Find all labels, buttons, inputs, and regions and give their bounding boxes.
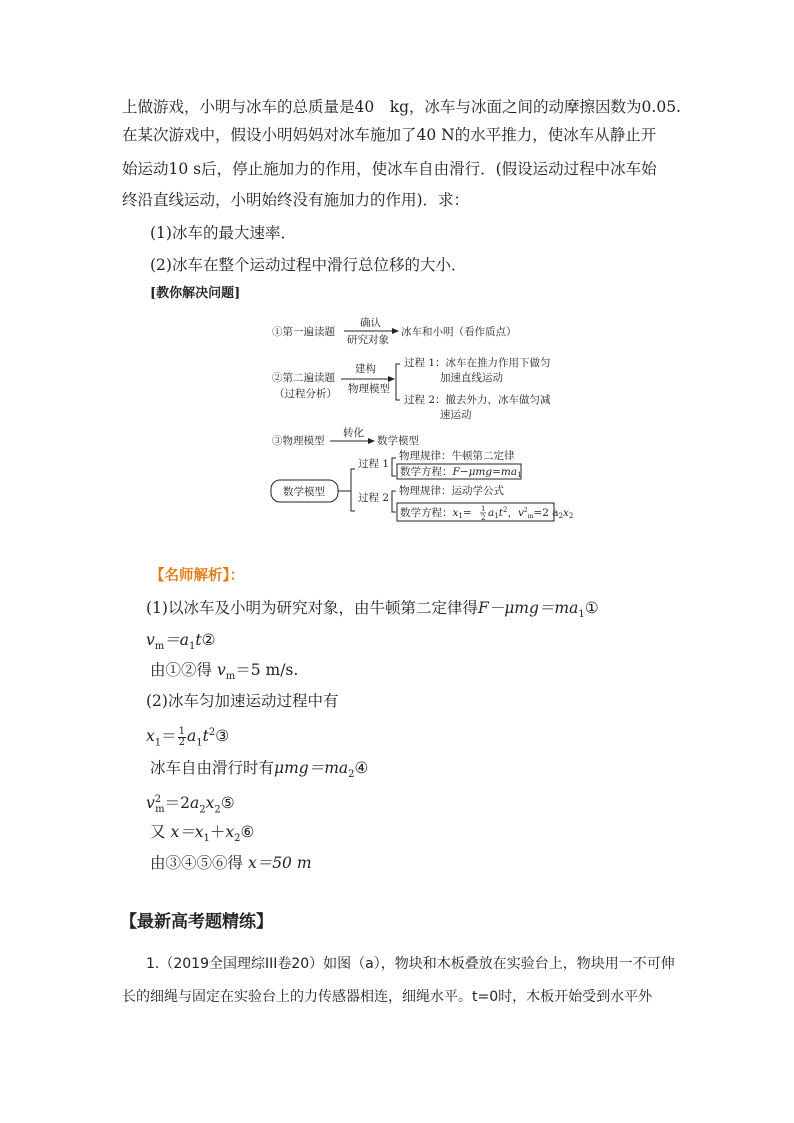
analysis-l8-eq: x＝x: [170, 823, 204, 841]
eq2-t: t: [498, 507, 503, 519]
proc2-line-a: 过程 2：撤去外力，冰车做匀减: [404, 394, 551, 406]
analysis-l2-v: v: [146, 631, 155, 649]
eq1-formula: F−μmg=ma: [452, 466, 518, 478]
process-split-bracket: [351, 469, 355, 511]
p1-label: 过程 1: [358, 458, 390, 470]
analysis-l2-rest: ＝a: [164, 631, 189, 649]
p1-bracket: [392, 458, 396, 476]
analysis-line-3: 由①②得 $v_m=5$ m/s.: [150, 661, 299, 683]
read2-label: ②第二遍读题: [272, 372, 335, 384]
build-label: 建构: [355, 363, 376, 375]
svg-text:2: 2: [481, 514, 486, 522]
eq2-x2: x: [562, 507, 569, 519]
eq2-v: v: [517, 507, 524, 519]
svg-text:a1t2，v2m=2 a2x2: $a1t^2$，$v^2_m=2$ a2x2: [488, 506, 574, 520]
model3-label: ③物理模型: [272, 435, 325, 447]
math-model-box: [271, 480, 338, 502]
question-1: (1)冰车的最大速率．: [150, 224, 296, 242]
eq1-prefix: 数学方程：: [400, 466, 453, 478]
analysis-line-8: 又 $x=x_1+x_2⑥$: [150, 823, 255, 845]
question-2: (2)冰车在整个运动过程中滑行总位移的大小．: [150, 256, 467, 274]
analysis-l1-text: (1)以冰车及小明为研究对象，由牛顿第二定律得: [146, 599, 478, 617]
analysis-l9-eq: x＝50 m: [247, 854, 312, 872]
analysis-l9-text: 由③④⑤⑥得: [150, 854, 244, 872]
analysis-line-6: 冰车自由滑行时有$\mu mg=ma_2④$: [150, 759, 369, 781]
phys-model-label: 物理模型: [348, 383, 390, 395]
proc1-line-b: 加速直线运动: [440, 372, 503, 384]
object-label: 冰车和小明（看作质点）: [401, 326, 517, 338]
problem-line-3: 始运动10 s后，停止施加力的作用，使冰车自由滑行．(假设运动过程中冰车始: [122, 160, 657, 178]
process-bracket: [396, 364, 400, 400]
svg-text:1: 1: [481, 505, 486, 513]
confirm-bottom-label: 研究对象: [347, 334, 389, 346]
math-model-label: 数学模型: [377, 435, 419, 447]
confirm-top-label: 确认: [360, 317, 381, 329]
analysis-line-7: $v^2_m=2a_2x_2⑤$: [146, 794, 235, 816]
analysis-label: 【名师解析】：: [150, 568, 245, 584]
analysis-line-5: $x_1=$ $\frac{1}{2}$ $a_1t^2③$: [146, 725, 230, 749]
analysis-l3-text: 由①②得: [150, 661, 213, 679]
section-heading: 【最新高考题精练】: [120, 912, 273, 932]
analysis-line-1: (1)以冰车及小明为研究对象，由牛顿第二定律得$F-\mu mg=ma_1①$: [146, 599, 599, 621]
law1-label: 物理规律：牛顿第二定律: [399, 450, 515, 462]
problem-line-4: 终沿直线运动，小明始终没有施加力的作用)．求：: [122, 191, 470, 209]
read2-sub-label: （过程分析）: [274, 388, 337, 400]
eq2-x: x: [452, 507, 459, 519]
svg-text:数学方程：F−μmg=ma1: 数学方程：F−μmg=ma1: [400, 466, 522, 479]
p2-bracket: [392, 491, 396, 512]
section-question-line-2: 长的细绳与固定在实验台上的力传感器相连，细绳水平。t=0时，木板开始受到水平外: [122, 989, 653, 1005]
analysis-line-2: $v_m=a_1t②$: [146, 631, 216, 653]
analysis-l1-eq: F－μmg＝ma: [477, 599, 579, 617]
eq1-box: [397, 464, 521, 479]
problem-line-2: 在某次游戏中，假设小明妈妈对冰车施加了40 N的水平推力，使冰车从静止开: [122, 126, 657, 144]
eq2-eq: =2 a: [533, 507, 559, 519]
proc1-line-a: 过程 1：冰车在推力作用下做匀: [404, 357, 551, 369]
proc2-line-b: 速运动: [440, 409, 472, 421]
eq2-a: a: [488, 507, 495, 519]
p2-label: 过程 2: [358, 492, 390, 504]
section-question-line-1: 1.（2019全国理综III卷20）如图（a），物块和木板叠放在实验台上，物块用一不可伸: [146, 956, 675, 972]
analysis-line-9: [150, 852, 312, 874]
analysis-l3-result: ＝5 m/s.: [235, 661, 299, 679]
math-box-label: 数学模型: [283, 486, 325, 498]
analysis-l6-eq: μmg＝ma: [274, 759, 349, 777]
analysis-line-4: (2)冰车匀加速运动过程中有: [146, 692, 339, 710]
eq2-prefix: 数学方程：: [400, 507, 453, 519]
teach-label: [教你解决问题]: [150, 286, 241, 301]
analysis-l6-text: 冰车自由滑行时有: [150, 759, 275, 777]
svg-text:数学方程：x1=: 数学方程：x1=: [400, 507, 472, 520]
problem-line-1: 上做游戏，小明与冰车的总质量是40 kg，冰车与冰面之间的动摩擦因数为0.05.: [122, 98, 681, 116]
analysis-l8-text: 又: [150, 823, 166, 841]
eq2-box: [397, 503, 554, 521]
law2-label: 物理规律：运动学公式: [399, 485, 504, 497]
convert-label: 转化: [343, 427, 364, 439]
read1-label: ①第一遍读题: [272, 326, 335, 338]
